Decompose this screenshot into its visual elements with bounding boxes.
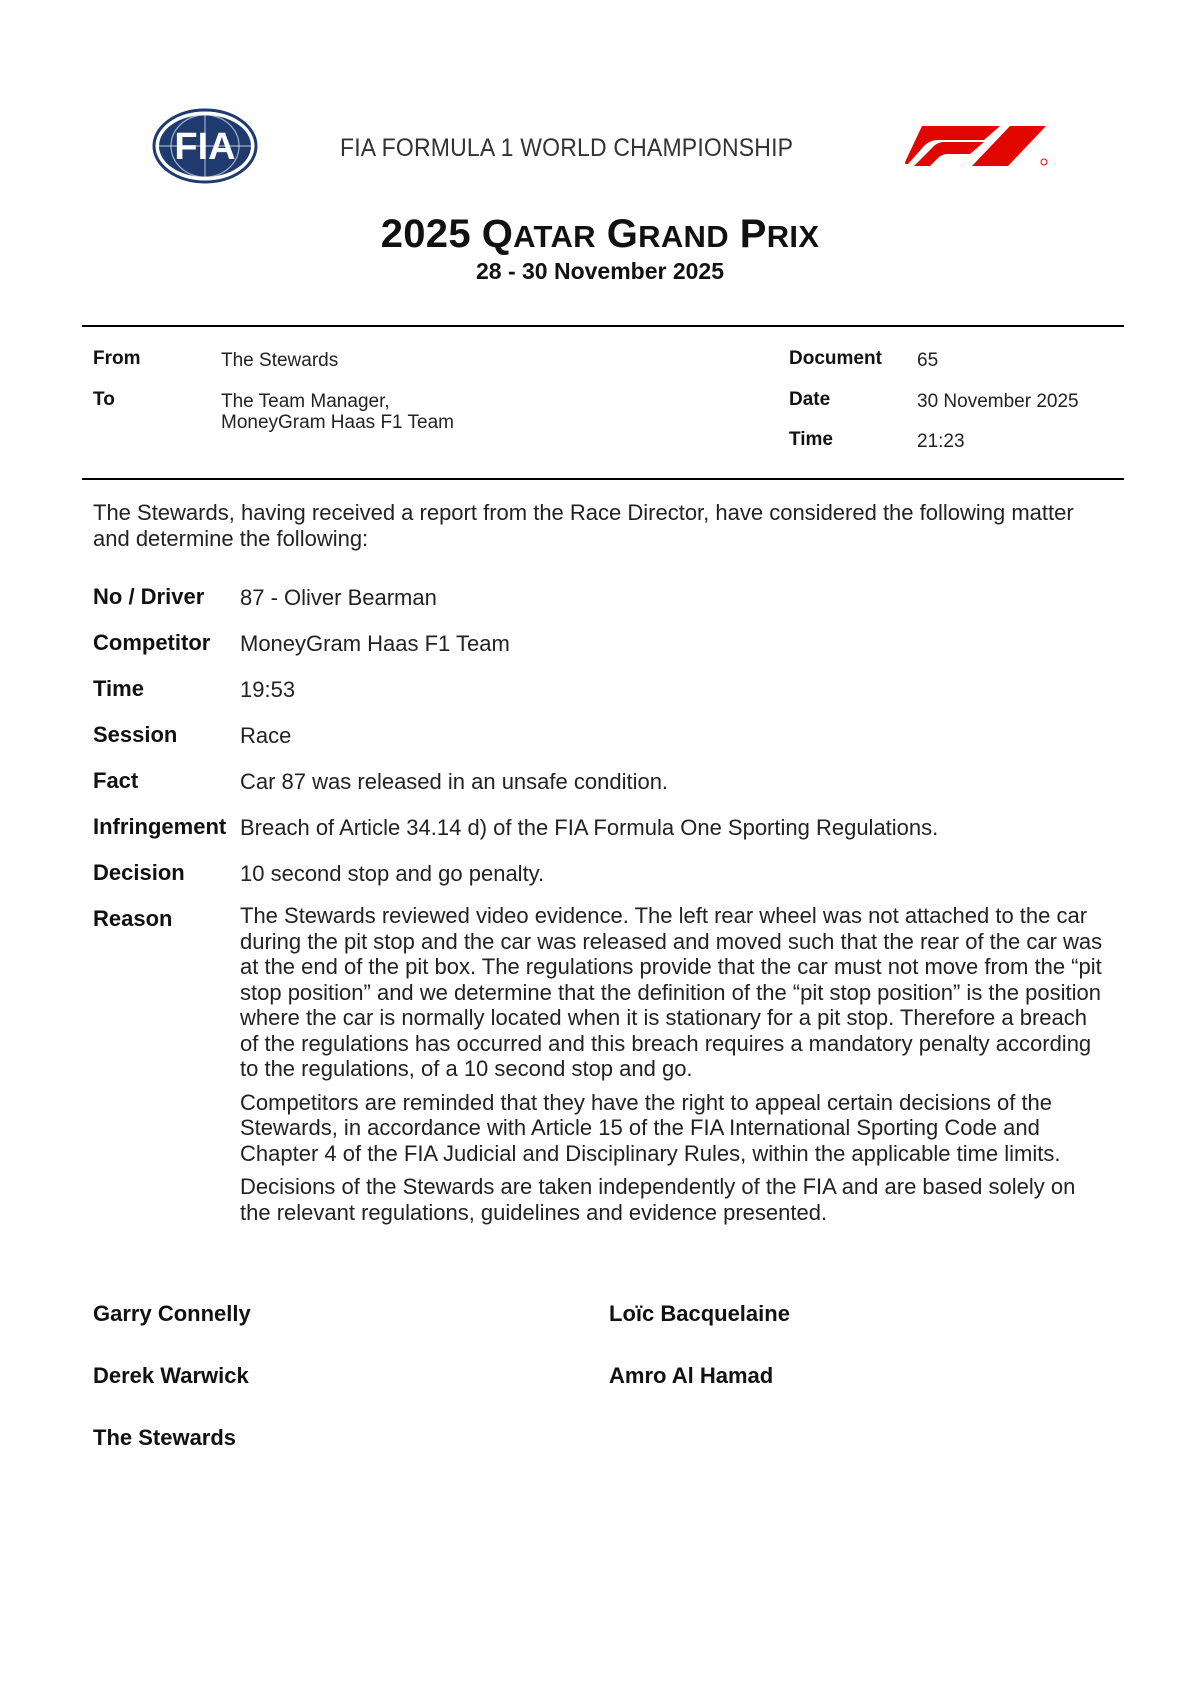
date-label: Date <box>789 389 831 410</box>
independence-paragraph: Decisions of the Stewards are taken independently of the FIA and are based solely on the relevant regulations, guidelines and evidence presented. <box>240 1174 1076 1225</box>
from-value: The Stewards <box>221 350 339 371</box>
to-label: To <box>93 389 115 410</box>
time-value: 21:23 <box>917 431 965 452</box>
infringement-label: Infringement <box>93 814 227 839</box>
f1-logo <box>904 124 1054 170</box>
divider <box>82 325 1124 327</box>
steward-name: Derek Warwick <box>93 1363 249 1388</box>
document-label: Document <box>789 348 882 369</box>
time-label: Time <box>93 676 144 701</box>
steward-name: Amro Al Hamad <box>609 1363 774 1388</box>
steward-name: Garry Connelly <box>93 1301 251 1326</box>
from-label: From <box>93 348 141 369</box>
decision-label: Decision <box>93 860 185 885</box>
intro-paragraph: The Stewards, having received a report from the Race Director, have considered the following matter and determine the following: <box>93 500 1074 551</box>
fia-logo <box>152 108 258 184</box>
session-value: Race <box>240 723 292 748</box>
time-label: Time <box>789 429 834 450</box>
driver-label: No / Driver <box>93 584 205 609</box>
document-number: 65 <box>917 350 939 371</box>
stewards-signature-line: The Stewards <box>93 1425 237 1450</box>
appeal-notice-paragraph: Competitors are reminded that they have the right to appeal certain decisions of the Stewards, in accordance with Article 15 of the FIA International Sporting Code and Chapter 4 of the FIA Judicial and Disciplinary Rules, within the applicable time limits. <box>240 1089 1061 1166</box>
steward-name: Loïc Bacquelaine <box>609 1301 790 1326</box>
divider <box>82 478 1124 480</box>
championship-title: FIA FORMULA 1 WORLD CHAMPIONSHIP <box>340 134 794 162</box>
infringement-value: Breach of Article 34.14 d) of the FIA Formula One Sporting Regulations. <box>240 815 939 840</box>
fact-value: Car 87 was released in an unsafe condition. <box>240 769 669 794</box>
to-value-line-1: The Team Manager, <box>221 391 390 412</box>
date-value: 30 November 2025 <box>917 391 1079 412</box>
reason-paragraph: The Stewards reviewed video evidence. The left rear wheel was not attached to the car during the pit stop and the car was released and moved such that the rear of the car was at the end of the pit box. The regulations provide that the car must not move from the “pit stop position” and we determine that the definition of the “pit stop position” is the position where the car is normally located when it is stationary for a pit stop. Therefore a breach of the regulations has occurred and this breach requires a mandatory penalty according to the regulations, of a 10 second stop and go. <box>240 903 1103 1081</box>
event-dates: 28 - 30 November 2025 <box>475 258 725 284</box>
reason-label: Reason <box>93 906 173 931</box>
session-label: Session <box>93 722 178 747</box>
competitor-label: Competitor <box>93 630 211 655</box>
event-title: 2025 QATAR GRAND PRIX <box>380 212 820 256</box>
fact-label: Fact <box>93 768 139 793</box>
svg-text:FIA: FIA <box>174 126 236 168</box>
decision-value: 10 second stop and go penalty. <box>240 861 545 886</box>
to-value-line-2: MoneyGram Haas F1 Team <box>221 412 455 433</box>
driver-value: 87 - Oliver Bearman <box>240 585 437 610</box>
competitor-value: MoneyGram Haas F1 Team <box>240 631 510 656</box>
time-value: 19:53 <box>240 677 296 702</box>
reason-text <box>240 903 1110 1233</box>
